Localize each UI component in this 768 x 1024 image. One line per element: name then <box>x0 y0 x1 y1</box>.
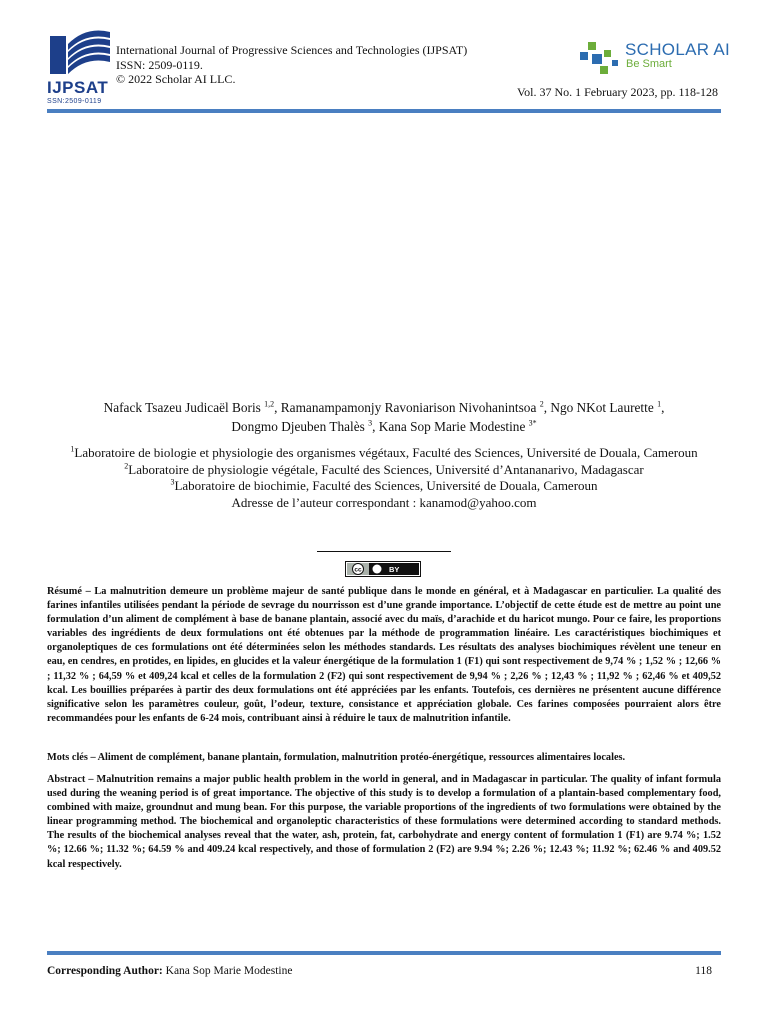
affiliations <box>60 445 708 511</box>
affiliation-text: Laboratoire de biologie et physiologie des organismes végétaux, Faculté des Sciences, Université de Douala, Cameroun <box>74 445 698 460</box>
author-superscript: 3* <box>528 418 537 428</box>
section-divider <box>317 551 451 552</box>
journal-logo-issn: SSN:2509-0119 <box>47 98 102 105</box>
volume-info: Vol. 37 No. 1 February 2023, pp. 118-128 <box>517 85 718 99</box>
publisher-name: SCHOLAR AI <box>625 40 731 59</box>
journal-title: International Journal of Progressive Sciences and Technologies (IJPSAT) <box>116 43 468 57</box>
author-list <box>40 398 728 436</box>
author-superscript: 2 <box>539 399 544 409</box>
affiliation-2 <box>60 462 708 479</box>
affiliation-text: Laboratoire de biochimie, Faculté des Sciences, Université de Douala, Cameroun <box>174 478 598 493</box>
corresponding-author-name: Kana Sop Marie Modestine <box>162 965 293 977</box>
affiliation-superscript: 3 <box>170 477 175 487</box>
author-name: , Ramanampamonjy Ravoniarison Nivohanintsoa <box>274 400 540 415</box>
abstract-paragraph: Abstract – Malnutrition remains a major public health problem in the world in general, and in Madagascar in particular. The quality of infant formula used during the weaning period is of great importance. The objective of this study is to develop a formulation of a plantain-based complementary food, combined with maize, groundnut and mung bean. For this purpose, the variable proportions of the ingredients of two formulations were obtained by the linear programming method. The biochemical and organoleptic characteristics of these formulations were determined according to standard methods. The results of the biochemical analyses reveal that the water, ash, protein, fat, carbohydrate and energy content of formulation 1 (F1) are 9.74 %; 1.52 %; 12.66 %; 11.32 %; 64.59 % and 409.24 kcal respectively, and those of formulation 2 (F2) are 9.94 %; 2.26 %; 12.43 %; 11.92 %; 62.46 % and 409.52 kcal respectively. <box>47 774 721 870</box>
cc-badge-cc-text: cc <box>354 566 362 574</box>
author-line-1 <box>40 398 728 417</box>
affiliation-superscript: 2 <box>124 461 129 471</box>
author-superscript: 1,2 <box>264 399 275 409</box>
corresponding-author <box>47 965 292 977</box>
affiliation-superscript: 1 <box>70 444 75 454</box>
affiliation-1 <box>60 445 708 462</box>
author-name: Nafack Tsazeu Judicaël Boris <box>103 400 265 415</box>
header-divider <box>47 109 721 113</box>
author-name: , Kana Sop Marie Modestine <box>372 419 529 434</box>
resume-paragraph: Résumé – La malnutrition demeure un problème majeur de santé publique dans le monde en général, et à Madagascar en particulier. La qualité des farines infantiles utilisées pendant la période de sevrage du nourrisson est d’une grande importance. L’objectif de cette étude est de mettre au point une formulation d’un aliment de complément à base de banane plantain, associé avec du maïs, d’arachide et du haricot mungo. Pour ce faire, les proportions variables des ingrédients de deux formulations ont été obtenues par la méthode de programmation linéaire. Les caractéristiques biochimiques et organoleptiques de ces formulations ont été déterminées selon les méthodes standards. Les résultats des analyses biochimiques révèlent une teneur en eau, en cendres, en protides, en lipides, en glucides et la valeur énergétique de la formulation 1 (F1) qui sont respectivement de 9,74 % ; 1,52 % ; 12,66 % ; 11,32 % ; 64,59 % et 409,24 kcal et celles de la formulation 2 (F2) qui sont respectivement de 9,94 % ; 2,26 % ; 12,43 % ; 11,92 % ; 62,46 % et 409,52 kcal. Les bouillies préparées à partir des deux formulations ont été appréciées par les enfants. Toutefois, ces dernières ne présentent aucune différence significative selon les paramètres couleur, goût, l’odeur, texture, consistance et appréciation globale. Ces farines composées pourraient alors être recommandées pour les enfants de 6-24 mois, contribuant ainsi à réduire le taux de malnutrition infantile. <box>47 586 721 724</box>
cc-by-license-icon[interactable] <box>345 561 421 577</box>
affiliation-3 <box>60 478 708 495</box>
keywords-paragraph: Mots clés – Aliment de complément, banane plantain, formulation, malnutrition protéo-énergétique, ressources alimentaires locales. <box>47 752 626 763</box>
author-superscript: 1 <box>657 399 662 409</box>
corresponding-contact: Adresse de l’auteur correspondant : kanamod@yahoo.com <box>231 494 537 510</box>
footer-divider <box>47 951 721 955</box>
author-name: Dongmo Djeuben Thalès <box>231 419 369 434</box>
publisher-tagline: Be Smart <box>626 58 672 70</box>
author-name: , Ngo NKot Laurette <box>543 400 658 415</box>
journal-logo-text: IJPSAT <box>47 78 109 97</box>
page-number: 118 <box>695 965 712 977</box>
author-superscript: 3 <box>368 418 373 428</box>
journal-issn: ISSN: 2509-0119. <box>116 57 203 72</box>
author-separator: , <box>661 400 665 415</box>
cc-badge-by-text: BY <box>389 565 400 574</box>
journal-info <box>116 43 467 87</box>
journal-copyright: © 2022 Scholar AI LLC. <box>116 72 236 86</box>
corresponding-author-label: Corresponding Author: <box>47 965 163 977</box>
author-line-2 <box>40 417 728 436</box>
affiliation-text: Laboratoire de physiologie végétale, Faculté des Sciences, Université d’Antananarivo, Madagascar <box>128 461 644 477</box>
